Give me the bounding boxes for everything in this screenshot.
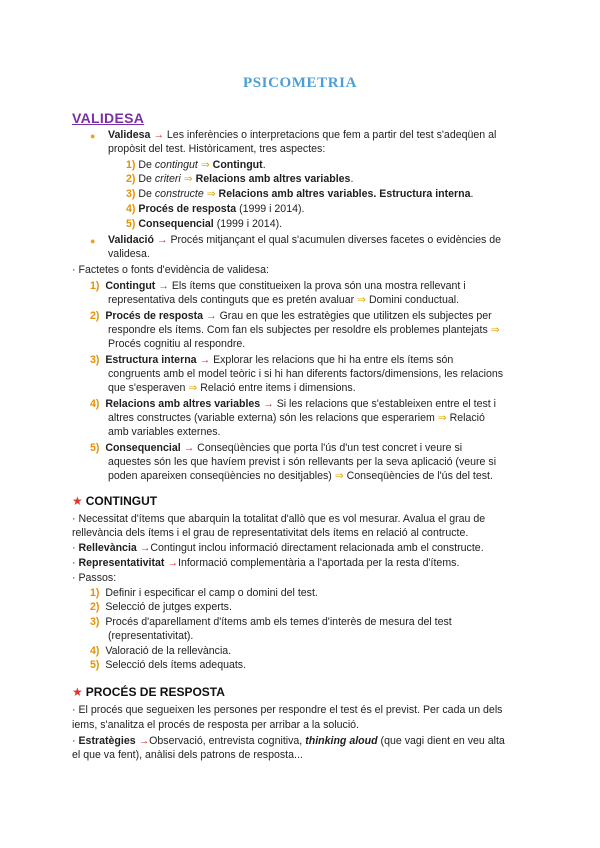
star-icon: ★ xyxy=(72,685,83,699)
step-item: 4) Valoració de la rellevància. xyxy=(90,645,232,657)
implies-icon: ⇒ xyxy=(200,159,210,171)
estrategies-line: · Estratègies →Observació, entrevista cognitiva, thinking aloud (que vagi dient en veu alta xyxy=(72,735,505,747)
arrow-icon: → xyxy=(139,542,151,554)
facet-item: 2) Procés de resposta → Grau en que les estratègies que utilitzen els subjectes per xyxy=(90,310,492,322)
aspect-item: 3) De constructe ⇒ Relacions amb altres variables. Estructura interna. xyxy=(126,188,474,200)
step-item: 1) Definir i especificar el camp o domini del test. xyxy=(90,587,318,599)
implies-icon: ⇒ xyxy=(188,382,198,394)
star-icon: ★ xyxy=(72,494,83,508)
validesa-heading: VALIDESA xyxy=(72,110,145,126)
rellevancia-line: · Rellevància →Contingut inclou informació directament relacionada amb el constructe. xyxy=(72,542,484,554)
arrow-icon: → xyxy=(167,557,178,569)
implies-icon: ⇒ xyxy=(183,173,193,185)
implies-icon: ⇒ xyxy=(334,470,344,482)
implies-icon: ⇒ xyxy=(490,324,500,336)
arrow-icon: → xyxy=(153,129,164,141)
implies-icon: ⇒ xyxy=(437,412,447,424)
arrow-icon: → xyxy=(138,735,150,747)
page-title: PSICOMETRIA xyxy=(242,75,358,91)
aspect-item: 1) De contingut ⇒ Contingut. xyxy=(126,159,266,171)
arrow-icon: → xyxy=(263,398,274,410)
facet-item: 4) Relacions amb altres variables → Si les relacions que s'estableixen entre el test i xyxy=(90,398,497,410)
arrow-icon: → xyxy=(158,280,169,292)
implies-icon: ⇒ xyxy=(357,294,367,306)
arrow-icon: → xyxy=(199,354,211,366)
step-item: 5) Selecció dels ítems adequats. xyxy=(90,659,247,671)
step-item: 2) Selecció de jutges experts. xyxy=(90,601,232,613)
bullet-icon: ● xyxy=(90,236,96,246)
arrow-icon: → xyxy=(156,234,168,246)
aspect-item: 5) Consequencial (1999 i 2014). xyxy=(126,218,283,230)
bullet-icon: ● xyxy=(90,131,96,141)
validacio-definition: Validació → Procés mitjançant el qual s'acumulen diverses facetes o evidències de xyxy=(108,234,502,246)
validesa-definition: Validesa → Les inferències o interpretacions que fem a partir del test s'adeqüen al xyxy=(108,129,497,141)
facet-item: 1) Contingut → Els ítems que constitueixen la prova són una mostra rellevant i xyxy=(90,280,466,292)
contingut-heading: ★ CONTINGUT xyxy=(72,494,158,508)
representativitat-line: · Representativitat →Informació complementària a l'aportada per la resta d'ítems. xyxy=(72,557,460,569)
step-item: 3) Procés d'aparellament d'ítems amb els temes d'interès de mesura del test xyxy=(90,616,452,628)
document-page: PSICOMETRIA VALIDESA ● Validesa → Les inferències o interpretacions que fem a partir del test s'adeqüen al propòsit del test. Històricament, tres aspectes: 1) De contingut ⇒ Contingut. 2) De criteri ⇒ Relacions amb altres variables. 3) De constructe ⇒ Relacions amb altres variables. Estructura interna. 4) Procés de resposta (1999 i 2014). 5) Consequencial (1999 i 2014). ● Validació → Procés mitjançant el qual s'acumulen diverses facetes o evidències de validesa. · Factetes o fonts d'evidència de validesa: 1) Contingut → Els ítems que constitueixen la prova són una mostra rellevant i representativa dels continguts que es pretén avaluar ⇒ Domini conductual. 2) Procés de resposta → Grau en que les estratègies que utilitzen els subjectes per respondre els ítems. Com fan els subjectes per resoldre els problemes plantejats ⇒ Procés cognitiu al respondre. 3) Estructura interna → Explorar les relacions que hi ha entre els ítems són congruents amb el model teòric i si hi han diferents factors/dimensions, les relacions que s'esperaven ⇒ Relació entre items i dimensions. 4) Relacions amb altres variables → Si les relacions que s'estableixen entre el test i altres constructes (variable externa) són les relacions que esperariem ⇒ Relació amb variables externes. 5) Consequencial → Conseqüències que porta l'ús d'un test concret i veure si aquestes són les que havíem previst i són rellevants per la seva aplicació (veure si poden apareixen conseqüències no desitjables) ⇒ Conseqüències de l'ús del test. ★ CONTINGUT · Necessitat d'ítems que abarquin la totalitat d'allò que es vol mesurar. Avalua el grau de rellevància dels ítems i el grau de representativitat dels ítems en relació al contructe. · Rellevància →Contingut inclou informació directament relacionada amb el constructe. · Representativitat →Informació complementària a l'aportada per la resta d'ítems. · Passos: 1) Definir i especificar el camp o domini del test. 2) Selecció de jutges experts. 3) Procés d'aparellament d'ítems amb els temes d'interès de mesura del test (representativitat). 4) Valoració de la rellevància. 5) Selecció dels ítems adequats. ★ PROCÉS DE RESPOSTA · El procés que segueixen les persones per respondre el test és el previst. Per cada un dels iems, s'analitza el procés de resposta per arribar a la solució. · Estratègies →Observació, entrevista cognitiva, thinking aloud (que vagi dient en veu alta el que va fent), anàlisi dels patrons de resposta... xyxy=(0,0,600,848)
implies-icon: ⇒ xyxy=(206,188,216,200)
arrow-icon: → xyxy=(206,310,217,322)
facet-item: 3) Estructura interna → Explorar les relacions que hi ha entre els ítems són xyxy=(90,354,454,366)
facets-intro: · Factetes o fonts d'evidència de validesa: xyxy=(72,264,269,276)
arrow-icon: → xyxy=(183,442,195,454)
aspect-item: 2) De criteri ⇒ Relacions amb altres variables. xyxy=(126,173,354,185)
aspect-item: 4) Procés de resposta (1999 i 2014). xyxy=(126,203,305,215)
facet-item: 5) Consequencial → Conseqüències que porta l'ús d'un test concret i veure si xyxy=(90,442,463,454)
proces-heading: ★ PROCÉS DE RESPOSTA xyxy=(72,685,225,699)
passos-intro: · Passos: xyxy=(72,572,117,584)
